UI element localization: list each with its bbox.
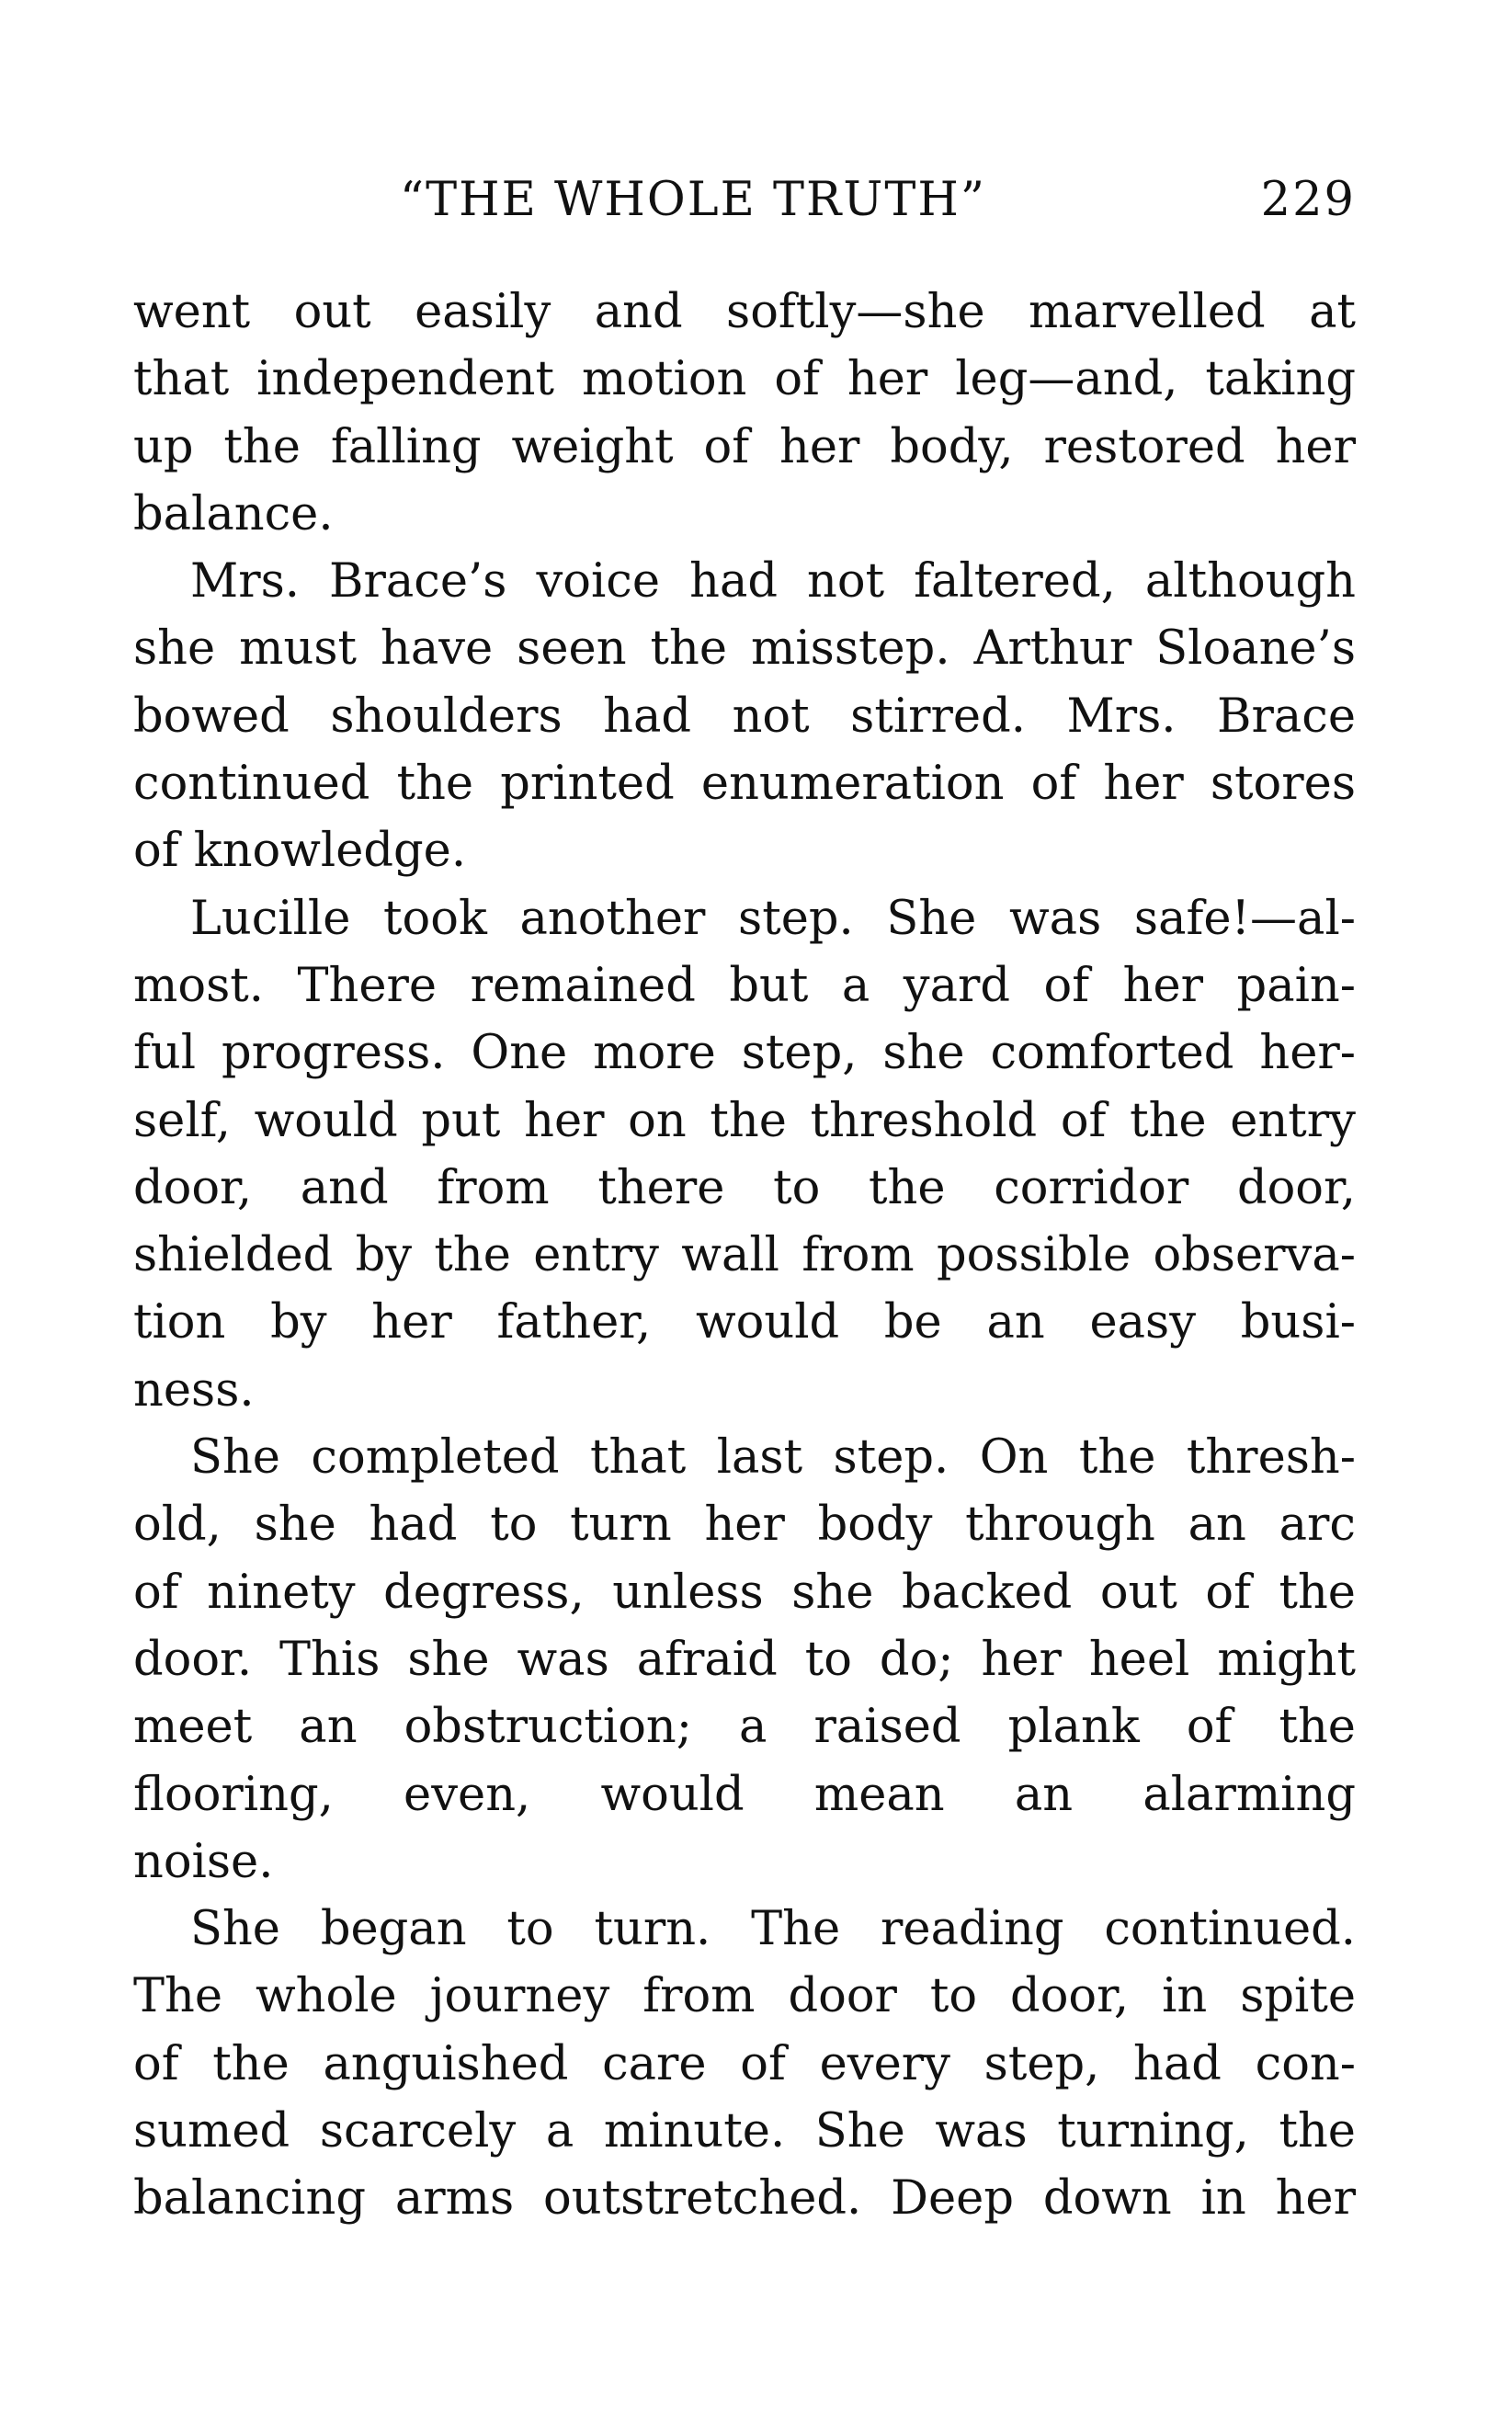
text-line: she must have seen the misstep. Arthur Sloane’s [133,621,1356,677]
text-line: She completed that last step. On the thresh- [190,1430,1356,1486]
text-line: continued the printed enumeration of her stores [133,757,1356,812]
text-line: most. There remained but a yard of her pain- [133,958,1356,1013]
text-line: flooring, even, would mean an alarming [133,1767,1356,1822]
text-line: door. This she was afraid to do; her heel might [133,1632,1356,1687]
text-line: Lucille took another step. She was safe!—al- [190,891,1356,946]
text-line: up the falling weight of her body, restored her [133,419,1356,474]
text-line: meet an obstruction; a raised plank of the [133,1700,1356,1755]
page-number: 229 [1260,173,1356,227]
text-line: old, she had to turn her body through an arc [133,1498,1356,1553]
text-line: noise. [133,1834,274,1889]
page-header [133,173,1356,246]
text-line: door, and from there to the corridor door, [133,1160,1356,1215]
text-line: ness. [133,1362,255,1418]
body-text [133,279,1356,2233]
paragraph [133,885,1356,1424]
paragraph [133,1424,1356,1896]
paragraph [133,548,1356,884]
text-line: shielded by the entry wall from possible observa- [133,1228,1356,1283]
running-title: “THE WHOLE TRUTH” [400,173,986,227]
text-line: ful progress. One more step, she comforted her- [133,1026,1356,1081]
paragraph [133,279,1356,548]
text-line: of knowledge. [133,824,467,879]
text-line: Mrs. Brace’s voice had not faltered, although [190,554,1356,609]
text-line: of ninety degress, unless she backed out of the [133,1565,1356,1620]
text-line: balancing arms outstretched. Deep down in her [133,2171,1356,2227]
text-line: balance. [133,486,334,541]
text-line: went out easily and softly—she marvelled at [133,285,1356,339]
text-line: tion by her father, would be an easy busi- [133,1295,1356,1350]
text-line: sumed scarcely a minute. She was turning, the [133,2104,1356,2159]
text-line: bowed shoulders had not stirred. Mrs. Brace [133,689,1356,744]
text-line: of the anguished care of every step, had con- [133,2036,1356,2091]
text-line: that independent motion of her leg—and, taking [133,352,1356,407]
text-line: self, would put her on the threshold of the entry [133,1093,1356,1148]
text-line: She began to turn. The reading continued. [190,1902,1356,1957]
text-line: The whole journey from door to door, in spite [133,1969,1356,2024]
paragraph [133,1896,1356,2232]
